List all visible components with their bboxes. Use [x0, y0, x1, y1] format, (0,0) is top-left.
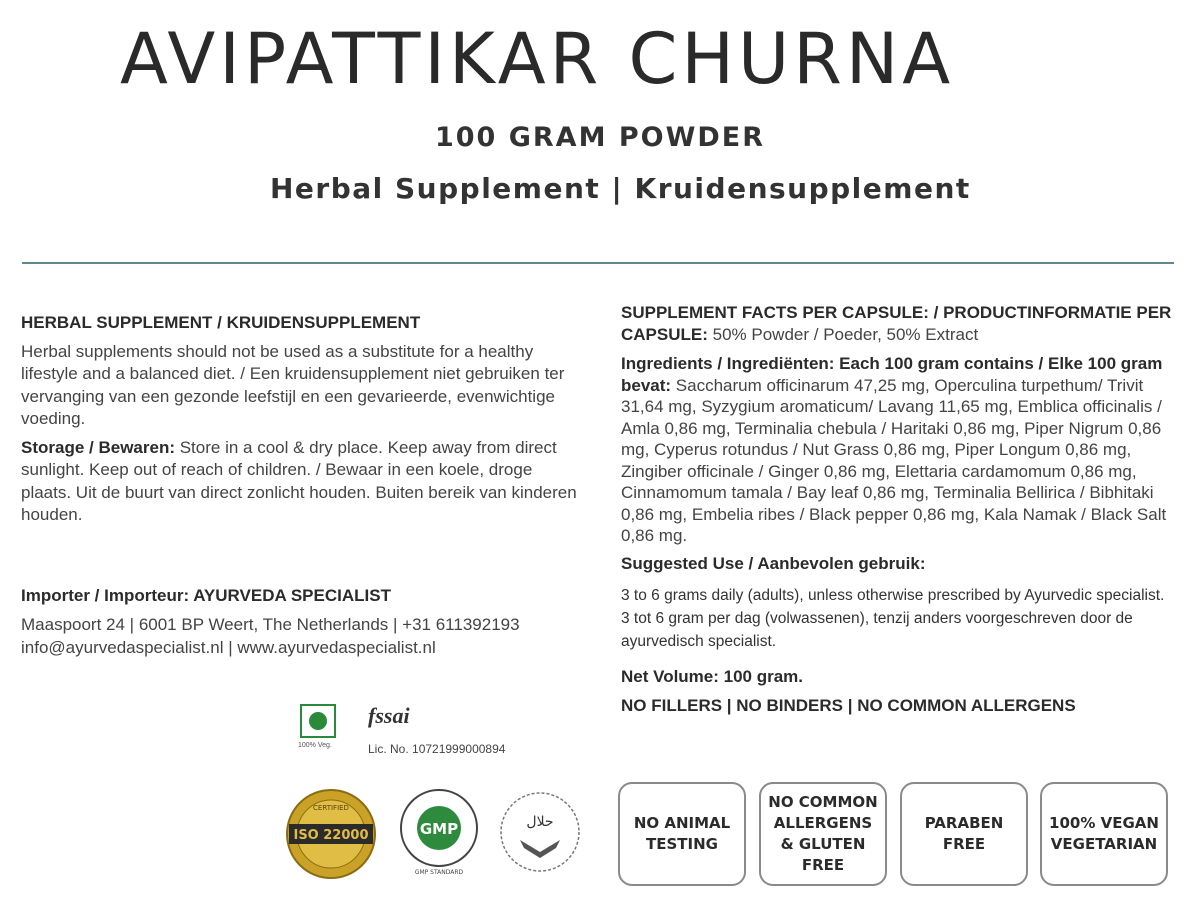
fssai-logo: fssai — [368, 703, 410, 728]
product-category: Herbal Supplement | Kruidensupplement — [270, 172, 971, 205]
storage-label: Storage / Bewaren: — [21, 437, 175, 457]
ingredients-text: Saccharum officinarum 47,25 mg, Operculina turpethum/ Trivit 31,64 mg, Syzygium aromaticum/ Lavang 11,65 mg, Emblica officinalis / Amla 0,86 mg, Terminalia chebula / Haritaki 0,86 mg, Piper Nigrum 0,86 mg, Cyperus rotundus / Nut Grass 0,86 mg, Piper Longum 0,86 mg, Zingiber officinale / Ginger 0,86 mg, Elettaria cardamomum 0,86 mg, Cinnamomum tamala / Bay leaf 0,86 mg, Terminalia Bellirica / Bibhitaki 0,86 mg, Embelia ribes / Black pepper 0,86 mg, Kala Namak / Black Salt 0,86 mg. — [621, 375, 1167, 545]
veg-mark-icon — [300, 704, 336, 738]
iso-22000-seal-icon — [285, 788, 377, 880]
badge-no-allergens-gluten-free: NO COMMON ALLERGENS & GLUTEN FREE — [759, 782, 887, 886]
veg-caption: 100% Veg. — [298, 742, 332, 749]
storage-text: Store in a cool & dry place. Keep away from direct sunlight. Keep out of reach of children. / Bewaar in een koele, droge plaats. Uit de buurt van direct zonlicht houden. Buiten bereik van kinderen houden. — [21, 437, 577, 524]
divider-line — [22, 262, 1174, 264]
facts-label: SUPPLEMENT FACTS PER CAPSULE: / PRODUCTINFORMATIE PER CAPSULE: — [621, 303, 1172, 344]
halal-text: حلال — [526, 814, 554, 830]
badge-vegan-vegetarian: 100% VEGAN VEGETARIAN — [1040, 782, 1168, 886]
suggested-use-label: Suggested Use / Aanbevolen gebruik: — [621, 553, 926, 573]
suggested-use — [621, 584, 1181, 653]
gmp-seal-icon — [398, 788, 480, 876]
ingredients-label: Ingredients / Ingrediënten: Each 100 gram contains / Elke 100 gram bevat: — [621, 354, 1163, 395]
net-volume: Net Volume: 100 gram. — [621, 667, 804, 686]
left-column — [21, 312, 581, 527]
suggested-use-en: 3 to 6 grams daily (adults), unless otherwise prescribed by Ayurvedic specialist. — [621, 587, 1165, 604]
halal-seal-icon — [498, 790, 582, 876]
importer-label: Importer / Importeur: AYURVEDA SPECIALIST — [21, 586, 391, 605]
facts-text: 50% Powder / Poeder, 50% Extract — [707, 324, 979, 344]
importer-block — [21, 584, 611, 659]
iso-ring-text: CERTIFIED — [313, 804, 349, 812]
product-title: AVIPATTIKAR CHURNA — [120, 18, 955, 100]
iso-text: ISO 22000 — [293, 828, 369, 843]
badge-no-animal-testing: NO ANIMAL TESTING — [618, 782, 746, 886]
suggested-use-nl: 3 tot 6 gram per dag (volwassenen), tenzij anders voorgeschreven door de ayurvedisch specialist. — [621, 610, 1133, 650]
gmp-text: GMP — [419, 820, 459, 838]
storage-paragraph — [21, 437, 581, 527]
importer-contact: info@ayurvedaspecialist.nl | www.ayurvedaspecialist.nl — [21, 638, 436, 657]
license-number: Lic. No. 10721999000894 — [368, 742, 506, 756]
intro-text: Herbal supplements should not be used as a substitute for a healthy lifestyle and a balanced diet. / Een kruidensupplement niet gebruiken ter vervanging van een gezonde leefstijl en een gevarieerde, evenwichtige voeding. — [21, 341, 565, 428]
no-fillers-line: NO FILLERS | NO BINDERS | NO COMMON ALLERGENS — [621, 695, 1076, 715]
facts-paragraph — [621, 302, 1181, 345]
gmp-caption: GMP STANDARD — [414, 869, 464, 876]
left-heading: HERBAL SUPPLEMENT / KRUIDENSUPPLEMENT — [21, 313, 421, 332]
ingredients-paragraph — [621, 353, 1181, 547]
importer-address: Maaspoort 24 | 6001 BP Weert, The Netherlands | +31 611392193 — [21, 615, 520, 634]
badge-paraben-free: PARABEN FREE — [900, 782, 1028, 886]
product-subtitle: 100 GRAM POWDER — [434, 122, 766, 153]
right-column — [621, 302, 1181, 716]
